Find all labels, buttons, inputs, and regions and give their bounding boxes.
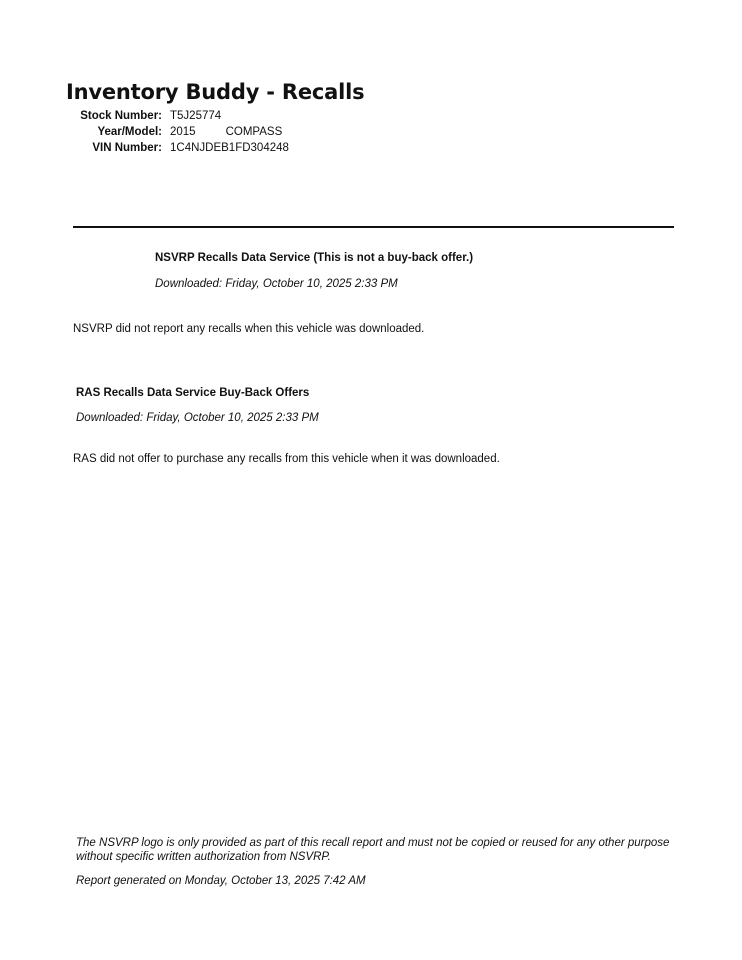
year-model-label: Year/Model: bbox=[97, 126, 162, 138]
stock-number-row bbox=[66, 108, 289, 124]
nsvrp-downloaded-date: Downloaded: Friday, October 10, 2025 2:33 PM bbox=[155, 278, 398, 290]
stock-number-label: Stock Number: bbox=[80, 110, 162, 122]
year-value: 2015 bbox=[170, 126, 196, 138]
ras-status-message: RAS did not offer to purchase any recalls from this vehicle when it was downloaded. bbox=[73, 453, 500, 465]
nsvrp-status-message: NSVRP did not report any recalls when this vehicle was downloaded. bbox=[73, 323, 425, 335]
stock-number-value: T5J25774 bbox=[170, 110, 222, 122]
year-model-row bbox=[66, 124, 289, 140]
model-value: COMPASS bbox=[225, 126, 283, 138]
ras-downloaded-date: Downloaded: Friday, October 10, 2025 2:33 PM bbox=[76, 412, 319, 424]
section-divider bbox=[73, 226, 674, 228]
vin-number-value: 1C4NJDEB1FD304248 bbox=[170, 142, 289, 154]
ras-section-heading: RAS Recalls Data Service Buy-Back Offers bbox=[76, 387, 310, 399]
vehicle-info bbox=[66, 108, 289, 156]
nsvrp-section-heading: NSVRP Recalls Data Service (This is not a buy-back offer.) bbox=[155, 252, 474, 264]
report-generated-date: Report generated on Monday, October 13, 2025 7:42 AM bbox=[76, 875, 366, 887]
vin-number-row bbox=[66, 140, 289, 156]
page-title: Inventory Buddy - Recalls bbox=[66, 80, 365, 104]
nsvrp-logo-notice: The NSVRP logo is only provided as part of this recall report and must not be copied or reused for any other purpose without specific written authorization from NSVRP. bbox=[76, 837, 670, 863]
vin-number-label: VIN Number: bbox=[92, 142, 162, 154]
